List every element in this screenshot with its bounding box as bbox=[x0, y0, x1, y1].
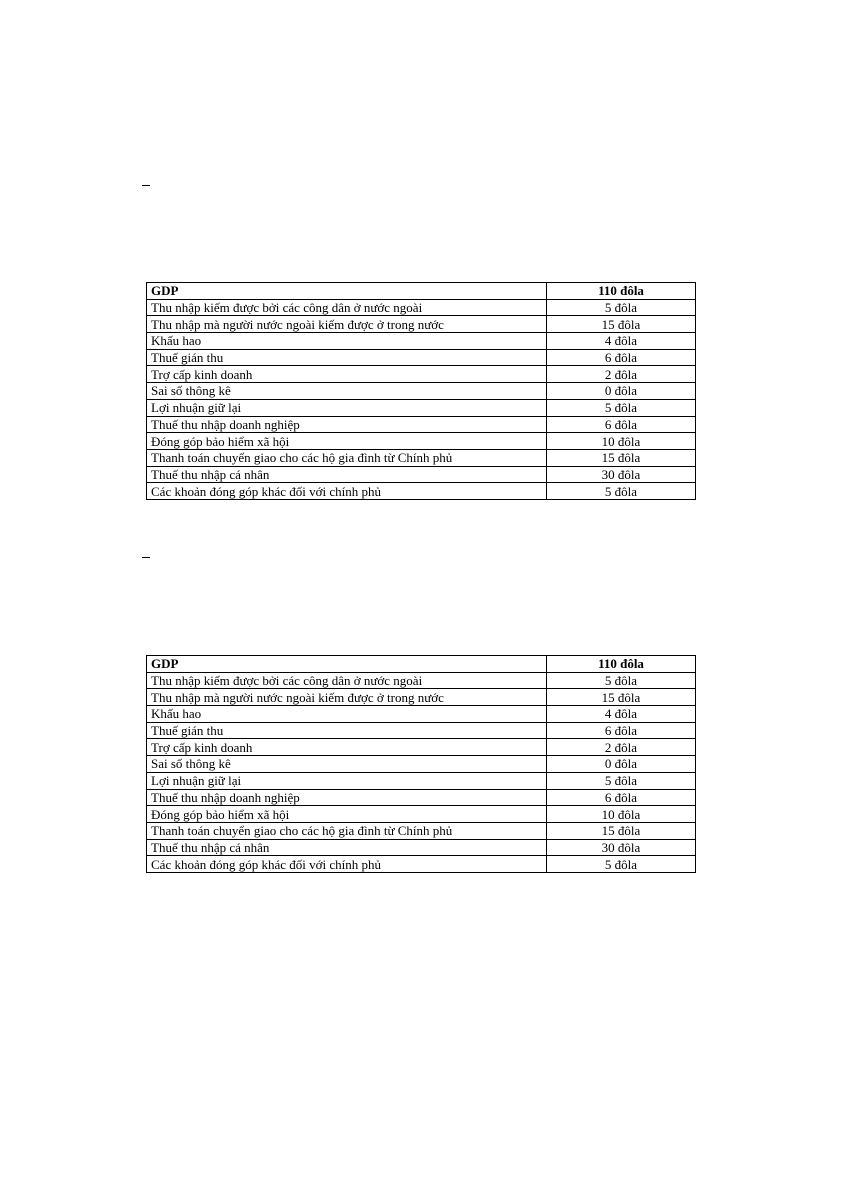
dash-mark-1 bbox=[142, 185, 150, 186]
row-label: Thuế thu nhập cá nhân bbox=[147, 839, 547, 856]
row-label: Trợ cấp kinh doanh bbox=[147, 366, 547, 383]
row-amount: 5 đôla bbox=[547, 672, 696, 689]
row-amount: 15 đôla bbox=[547, 449, 696, 466]
table-row bbox=[147, 806, 696, 823]
table-row bbox=[147, 333, 696, 350]
table-row bbox=[147, 772, 696, 789]
table-row bbox=[147, 399, 696, 416]
row-amount: 5 đôla bbox=[547, 299, 696, 316]
row-label: Khấu hao bbox=[147, 706, 547, 723]
row-amount: 4 đôla bbox=[547, 333, 696, 350]
table-row bbox=[147, 483, 696, 500]
row-label: Thu nhập mà người nước ngoài kiếm được ở trong nước bbox=[147, 689, 547, 706]
table-row bbox=[147, 822, 696, 839]
table-row bbox=[147, 739, 696, 756]
table-row bbox=[147, 299, 696, 316]
row-amount: 30 đôla bbox=[547, 839, 696, 856]
table-row bbox=[147, 756, 696, 773]
row-label: Thanh toán chuyển giao cho các hộ gia đình từ Chính phủ bbox=[147, 449, 547, 466]
row-amount: 15 đôla bbox=[547, 316, 696, 333]
row-label: Thuế thu nhập cá nhân bbox=[147, 466, 547, 483]
row-label: Thu nhập kiếm được bởi các công dân ở nước ngoài bbox=[147, 672, 547, 689]
row-amount: 4 đôla bbox=[547, 706, 696, 723]
row-label: Thanh toán chuyển giao cho các hộ gia đình từ Chính phủ bbox=[147, 822, 547, 839]
row-label: Khấu hao bbox=[147, 333, 547, 350]
row-amount: 10 đôla bbox=[547, 433, 696, 450]
table-row bbox=[147, 383, 696, 400]
header-label: GDP bbox=[147, 656, 547, 673]
row-label: Các khoản đóng góp khác đối với chính phủ bbox=[147, 856, 547, 873]
table-row bbox=[147, 466, 696, 483]
header-amount: 110 đôla bbox=[547, 656, 696, 673]
row-amount: 2 đôla bbox=[547, 739, 696, 756]
header-amount: 110 đôla bbox=[547, 283, 696, 300]
table-row bbox=[147, 689, 696, 706]
row-label: Thuế thu nhập doanh nghiệp bbox=[147, 416, 547, 433]
row-amount: 5 đôla bbox=[547, 856, 696, 873]
row-label: Đóng góp bảo hiểm xã hội bbox=[147, 433, 547, 450]
table-row bbox=[147, 672, 696, 689]
row-label: Thuế thu nhập doanh nghiệp bbox=[147, 789, 547, 806]
row-amount: 15 đôla bbox=[547, 822, 696, 839]
header-label: GDP bbox=[147, 283, 547, 300]
row-amount: 5 đôla bbox=[547, 483, 696, 500]
row-amount: 5 đôla bbox=[547, 772, 696, 789]
gdp-table-1 bbox=[146, 282, 696, 500]
row-label: Thuế gián thu bbox=[147, 349, 547, 366]
table-row bbox=[147, 433, 696, 450]
row-amount: 6 đôla bbox=[547, 789, 696, 806]
table-row bbox=[147, 366, 696, 383]
table-row bbox=[147, 416, 696, 433]
row-amount: 6 đôla bbox=[547, 349, 696, 366]
row-label: Sai số thông kê bbox=[147, 383, 547, 400]
row-amount: 30 đôla bbox=[547, 466, 696, 483]
table-row bbox=[147, 839, 696, 856]
table-row bbox=[147, 449, 696, 466]
table-row bbox=[147, 316, 696, 333]
row-amount: 6 đôla bbox=[547, 416, 696, 433]
row-label: Trợ cấp kinh doanh bbox=[147, 739, 547, 756]
table-header-row bbox=[147, 656, 696, 673]
table-row bbox=[147, 349, 696, 366]
row-label: Đóng góp bảo hiểm xã hội bbox=[147, 806, 547, 823]
row-label: Sai số thông kê bbox=[147, 756, 547, 773]
row-amount: 0 đôla bbox=[547, 756, 696, 773]
table-header-row bbox=[147, 283, 696, 300]
row-label: Các khoản đóng góp khác đối với chính phủ bbox=[147, 483, 547, 500]
table-row bbox=[147, 856, 696, 873]
row-label: Lợi nhuận giữ lại bbox=[147, 772, 547, 789]
row-amount: 10 đôla bbox=[547, 806, 696, 823]
table-row bbox=[147, 722, 696, 739]
row-amount: 2 đôla bbox=[547, 366, 696, 383]
row-label: Thu nhập kiếm được bởi các công dân ở nước ngoài bbox=[147, 299, 547, 316]
row-label: Thu nhập mà người nước ngoài kiếm được ở trong nước bbox=[147, 316, 547, 333]
gdp-table-2 bbox=[146, 655, 696, 873]
table-row bbox=[147, 706, 696, 723]
row-label: Thuế gián thu bbox=[147, 722, 547, 739]
row-amount: 0 đôla bbox=[547, 383, 696, 400]
row-label: Lợi nhuận giữ lại bbox=[147, 399, 547, 416]
row-amount: 15 đôla bbox=[547, 689, 696, 706]
table-row bbox=[147, 789, 696, 806]
dash-mark-2 bbox=[142, 557, 150, 558]
row-amount: 5 đôla bbox=[547, 399, 696, 416]
row-amount: 6 đôla bbox=[547, 722, 696, 739]
